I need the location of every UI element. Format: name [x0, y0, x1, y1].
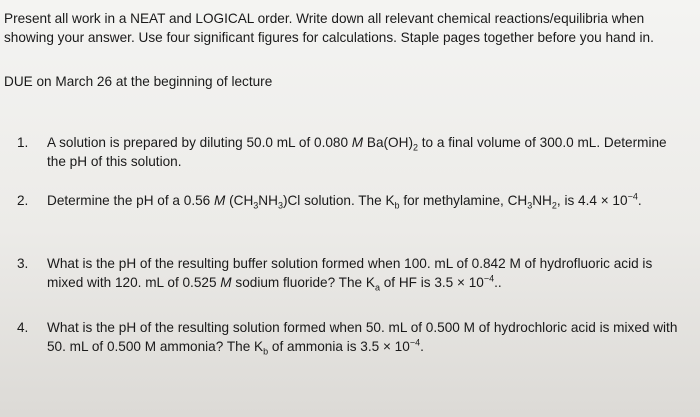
question-text: What is the pH of the resulting buffer solution formed when 100. mL of 0.842 M of hydrofluoric acid is mixed with 120. mL of 0.525 M sodium fluoride? The $K_a$ of HF is $3.5 \times 10^{-4}$..	[47, 256, 653, 293]
question-text: What is the pH of the resulting solution formed when 50. mL of 0.500 M of hydrochloric acid is mixed with 50. mL of 0.500 M ammonia? The $K_b$ of ammonia is $3.5 \times 10^{-4}$.	[47, 320, 678, 357]
question-number: 4.	[17, 320, 29, 335]
question-number: 2.	[17, 193, 29, 208]
question-number: 1.	[17, 135, 29, 150]
question-1	[17, 133, 687, 171]
question-2	[17, 191, 687, 210]
question-text: A solution is prepared by diluting 50.0 mL of 0.080 M $Ba(OH)_2$ to a final volume of 300.0 mL. Determine the pH of this solution.	[47, 135, 667, 169]
question-4	[17, 318, 687, 356]
question-number: 3.	[17, 256, 29, 271]
due-date-text: DUE on March 26 at the beginning of lecture	[4, 74, 273, 89]
question-text: Determine the pH of a 0.56 M $(CH_3NH_3)Cl$ solution. The $K_b$ for methylamine, $CH_3NH_2$, is $4.4 \times 10^{-4}$.	[47, 191, 642, 211]
instructions-text: Present all work in a NEAT and LOGICAL order. Write down all relevant chemical reactions/equilibria when showing your answer. Use four significant figures for calculations. Staple pages together before you hand in.	[4, 11, 654, 45]
question-3	[17, 254, 687, 292]
